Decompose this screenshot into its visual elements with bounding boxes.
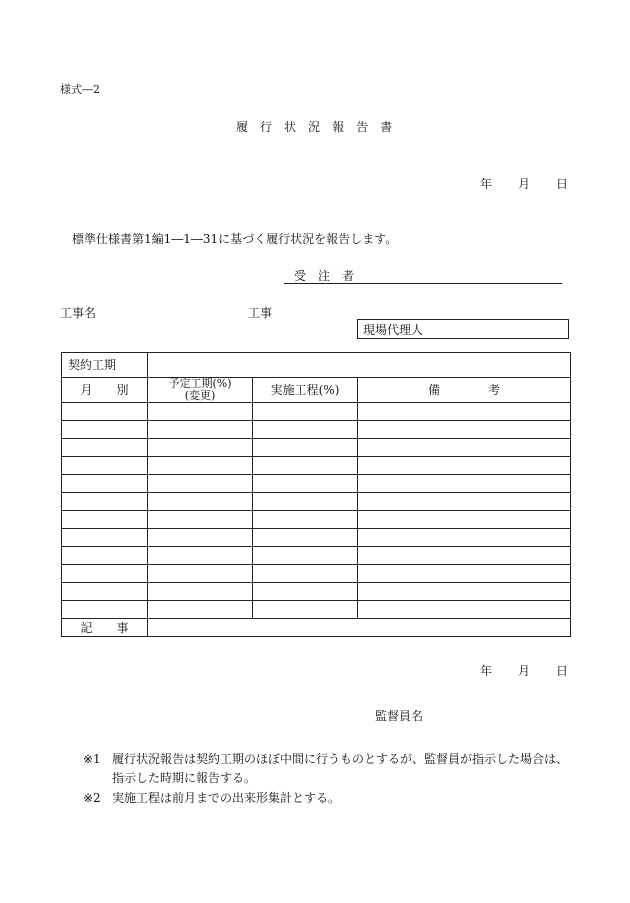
table-cell[interactable] [358,547,571,565]
closing-date-month: 月 [518,664,531,678]
table-cell[interactable] [148,511,253,529]
table-cell[interactable] [358,457,571,475]
form-number: 様式―2 [60,83,100,96]
header-planned-line2: (変更) [184,389,216,402]
table-cell[interactable] [358,403,571,421]
table-row [62,529,571,547]
table-cell[interactable] [148,403,253,421]
title-char: 告 [356,120,369,134]
table-cell[interactable] [253,583,358,601]
table-cell[interactable] [358,565,571,583]
title-char: 書 [380,120,393,134]
table-row [62,565,571,583]
date-year: 年 [480,177,493,191]
table-cell[interactable] [148,547,253,565]
date-month: 月 [518,177,531,191]
note-2-mark: ※2 [83,791,101,805]
table-cell[interactable] [253,457,358,475]
table-header-row [62,378,571,403]
header-planned-line1: 予定工期(%) [168,377,232,390]
table-cell[interactable] [148,421,253,439]
note-1-line-1: 履行状況報告は契約工期のほぼ中間に行うものとするが、監督員が指示した場合は、 [112,752,569,766]
table-cell[interactable] [358,475,571,493]
table-cell[interactable] [358,529,571,547]
site-agent-label: 現場代理人 [363,323,424,337]
contractor-label: 受 注 者 [294,269,355,283]
title-char: 況 [308,120,321,134]
table-cell[interactable] [253,439,358,457]
table-cell[interactable] [148,529,253,547]
table-cell[interactable] [62,457,148,475]
table-row [62,583,571,601]
header-actual: 実施工程(%) [253,378,358,403]
closing-date-year: 年 [480,664,493,678]
table-cell[interactable] [148,583,253,601]
title-char: 行 [260,120,273,134]
table-cell[interactable] [358,421,571,439]
table-cell[interactable] [253,511,358,529]
note-2-line-1: 実施工程は前月までの出来形集計とする。 [112,791,341,805]
table-cell[interactable] [358,511,571,529]
closing-date [480,665,568,677]
table-cell[interactable] [62,403,148,421]
table-cell[interactable] [62,565,148,583]
work-name-label: 工事名 [60,306,97,320]
table-cell[interactable] [358,493,571,511]
title-char: 報 [332,120,345,134]
table-cell[interactable] [253,421,358,439]
table-row [62,403,571,421]
table-cell[interactable] [253,547,358,565]
title-char: 履 [236,120,249,134]
table-cell[interactable] [148,601,253,619]
table-cell[interactable] [253,565,358,583]
table-row [62,511,571,529]
title-char: 状 [284,120,297,134]
work-label: 工事 [248,306,273,320]
header-month: 月 別 [62,378,148,403]
closing-date-day: 日 [556,664,569,678]
table-cell[interactable] [148,565,253,583]
document-title [236,121,404,133]
table-row [62,475,571,493]
table-cell[interactable] [62,439,148,457]
notes-row [62,619,571,637]
notes-label: 記 事 [62,619,148,637]
intro-text: 標準仕様書第1編1―1―31に基づく履行状況を報告します。 [72,232,398,246]
table-cell[interactable] [253,403,358,421]
table-cell[interactable] [358,439,571,457]
table-cell[interactable] [62,493,148,511]
table-cell[interactable] [62,601,148,619]
site-agent-box [357,319,569,339]
table-cell[interactable] [148,475,253,493]
table-row [62,457,571,475]
table-row [62,547,571,565]
table-cell[interactable] [358,601,571,619]
note-1-line-2: 指示した時期に報告する。 [112,771,257,785]
supervisor-label: 監督員名 [375,709,424,723]
report-date [480,178,568,190]
contractor-signature-line [284,283,562,284]
table-cell[interactable] [62,547,148,565]
table-cell[interactable] [148,493,253,511]
table-cell[interactable] [253,475,358,493]
header-remarks: 備 考 [358,378,571,403]
date-day: 日 [556,177,569,191]
table-cell[interactable] [62,475,148,493]
table-cell[interactable] [253,529,358,547]
notes-value[interactable] [148,619,571,637]
table-cell[interactable] [253,493,358,511]
contract-period-label: 契約工期 [62,353,148,378]
table-row [62,439,571,457]
table-row [62,493,571,511]
table-cell[interactable] [148,439,253,457]
contract-period-value [148,353,571,378]
table-cell[interactable] [148,457,253,475]
table-cell[interactable] [62,511,148,529]
contract-period-row [62,353,571,378]
note-1-mark: ※1 [83,752,101,766]
header-planned [148,378,253,403]
table-row [62,421,571,439]
table-cell[interactable] [253,601,358,619]
table-row [62,601,571,619]
table-cell[interactable] [62,529,148,547]
status-table [61,352,571,637]
table-cell[interactable] [358,583,571,601]
table-cell[interactable] [62,583,148,601]
table-cell[interactable] [62,421,148,439]
